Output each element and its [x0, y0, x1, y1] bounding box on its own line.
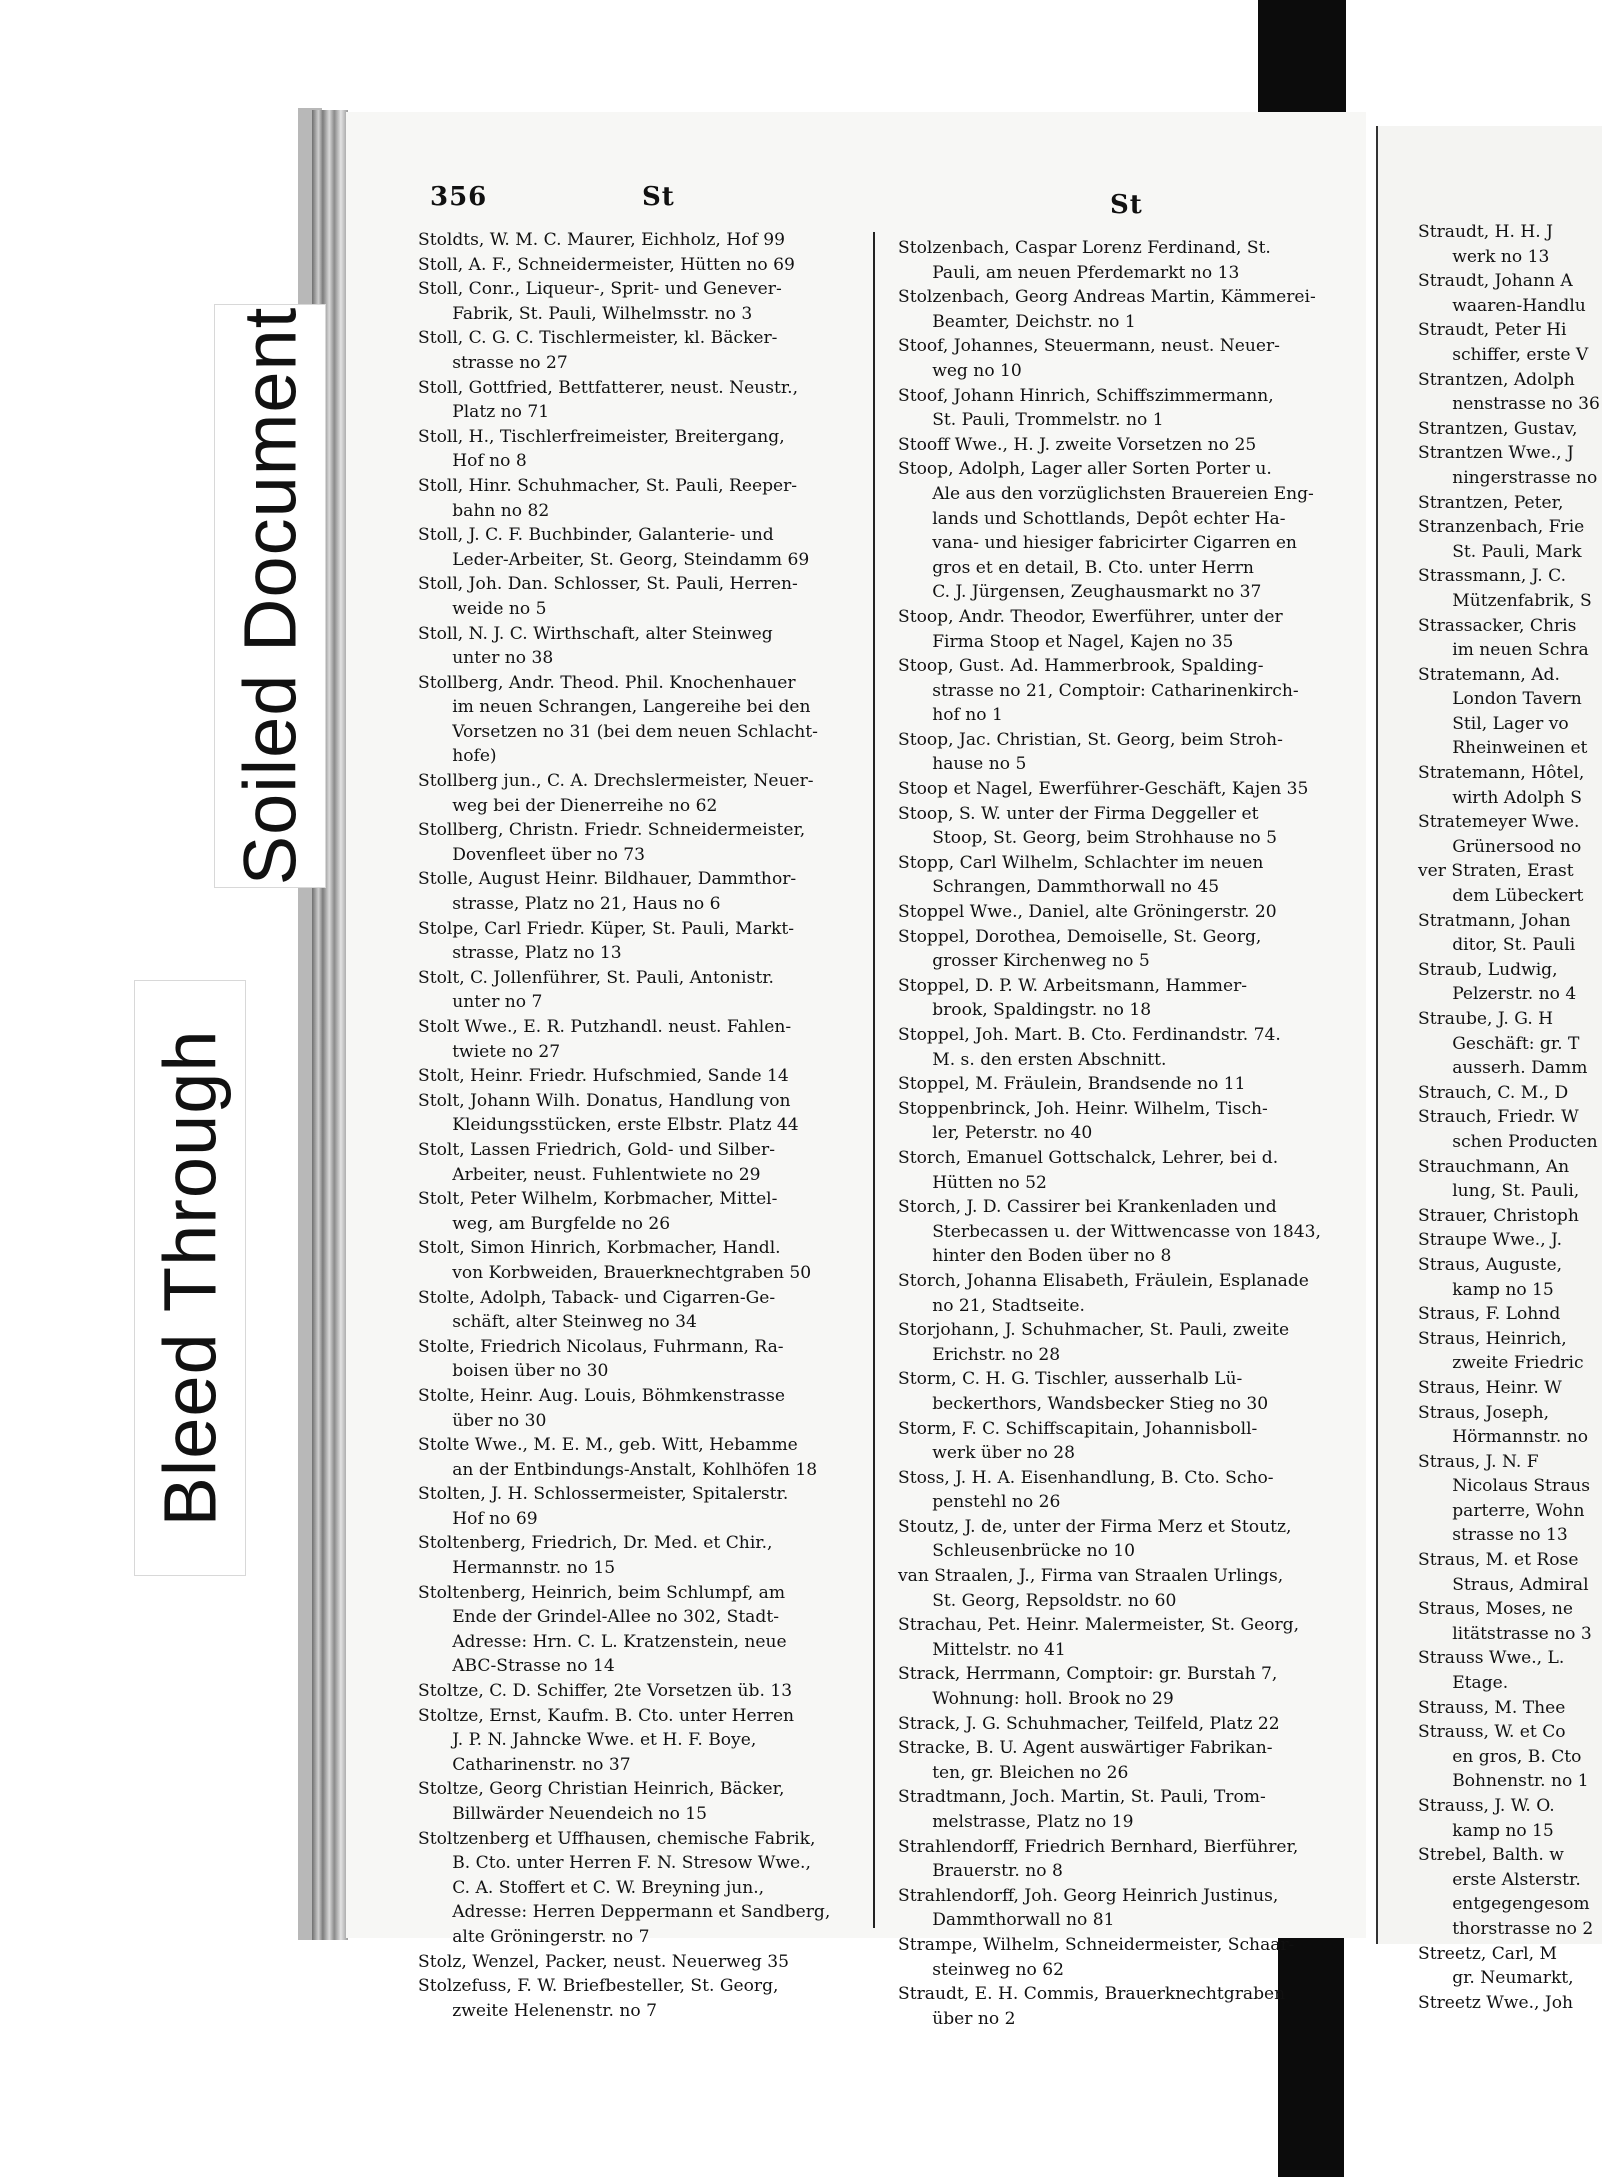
directory-entry-line: Stoll, C. G. C. Tischlermeister, kl. Bäcker- — [418, 328, 778, 349]
directory-entry-line: Dovenfleet über no 73 — [418, 844, 646, 865]
next-page-line: Straube, J. G. H — [1418, 1009, 1554, 1029]
next-page-column — [1418, 220, 1602, 2013]
directory-entry-line: M. s. den ersten Abschnitt. — [898, 1049, 1167, 1070]
next-page-line: schen Producten — [1418, 1131, 1598, 1152]
directory-entry-line: Stollberg, Christn. Friedr. Schneidermeister, — [418, 820, 806, 841]
directory-entry-line: Firma Stoop et Nagel, Kajen no 35 — [898, 631, 1234, 652]
directory-entry-line: Adresse: Herren Deppermann et Sandberg, — [418, 1902, 831, 1923]
next-page-line: Rheinweinen et — [1418, 738, 1588, 759]
directory-entry-line: Storch, J. D. Cassirer bei Krankenladen und — [898, 1197, 1277, 1218]
directory-entry-line: Ale aus den vorzüglichsten Brauereien Eng- — [898, 483, 1314, 504]
next-page-line: Straupe Wwe., J. — [1418, 1230, 1563, 1251]
directory-entry-line: St. Pauli, Trommelstr. no 1 — [898, 410, 1164, 431]
directory-entry-line: Strahlendorff, Friedrich Bernhard, Bierführer, — [898, 1836, 1299, 1857]
directory-entry-line: Stollberg jun., C. A. Drechslermeister, Neuer- — [418, 771, 814, 792]
directory-entry-line: Billwärder Neuendeich no 15 — [418, 1804, 708, 1824]
directory-entry-line: Erichstr. no 28 — [898, 1344, 1061, 1365]
directory-entry-line: über no 2 — [898, 2008, 1016, 2029]
next-page-line: kamp no 15 — [1418, 1820, 1554, 1841]
directory-entry-line: Stolzefuss, F. W. Briefbesteller, St. Georg, — [418, 1976, 779, 1997]
directory-entry-line: penstehl no 26 — [898, 1492, 1061, 1513]
directory-entry-line: Storch, Emanuel Gottschalck, Lehrer, bei d. — [898, 1147, 1279, 1168]
next-page-line: Stratemann, Ad. — [1418, 664, 1560, 685]
directory-entry-line: Stoof, Johannes, Steuermann, neust. Neuer- — [898, 336, 1280, 357]
next-page-line: parterre, Wohn — [1418, 1500, 1585, 1521]
next-page-line: im neuen Schra — [1418, 640, 1589, 661]
next-page-line: kamp no 15 — [1418, 1279, 1554, 1300]
directory-entry-line: unter no 38 — [418, 648, 554, 669]
directory-entry-line: Stolt, Simon Hinrich, Korbmacher, Handl. — [418, 1238, 781, 1259]
next-page-line: strasse no 13 — [1418, 1525, 1568, 1546]
directory-entry-line: Stolz, Wenzel, Packer, neust. Neuerweg 35 — [418, 1951, 789, 1972]
directory-entry-line: werk über no 28 — [898, 1443, 1076, 1464]
next-page-line: Straus, Joseph, — [1418, 1402, 1550, 1423]
next-page-line: en gros, B. Cto — [1418, 1746, 1582, 1767]
next-page-line: St. Pauli, Mark — [1418, 541, 1582, 562]
directory-entry-line: Stoll, A. F., Schneidermeister, Hütten no 69 — [418, 254, 795, 275]
next-page-line: Straus, Heinrich, — [1418, 1328, 1567, 1349]
next-page-line: ver Straten, Erast — [1418, 861, 1574, 882]
next-page-line: Stratemeyer Wwe. — [1418, 812, 1580, 833]
directory-entry-line: ABC-Strasse no 14 — [418, 1656, 615, 1677]
next-page-line: Straus, M. et Rose — [1418, 1550, 1579, 1571]
directory-entry-line: schäft, alter Steinweg no 34 — [418, 1312, 697, 1333]
directory-entry-line: brook, Spaldingstr. no 18 — [898, 1000, 1152, 1021]
next-page-line: Streetz, Carl, M — [1418, 1943, 1558, 1964]
directory-entry-line: Storm, F. C. Schiffscapitain, Johannisboll- — [898, 1418, 1258, 1439]
directory-entry-line: bahn no 82 — [418, 500, 550, 521]
next-page-line: Strantzen, Peter, — [1418, 492, 1564, 513]
directory-entry-line: Stolzenbach, Caspar Lorenz Ferdinand, St. — [898, 238, 1271, 258]
directory-entry-line: Schrangen, Dammthorwall no 45 — [898, 877, 1220, 898]
next-page-line: litätstrasse no 3 — [1418, 1623, 1592, 1644]
directory-entry-line: weide no 5 — [418, 598, 547, 619]
next-page-line: Straus, F. Lohnd — [1418, 1304, 1561, 1325]
directory-entry-line: Beamter, Deichstr. no 1 — [898, 311, 1136, 332]
next-page-line: Straub, Ludwig, — [1418, 959, 1558, 980]
directory-entry-line: Stoll, Joh. Dan. Schlosser, St. Pauli, Herren- — [418, 574, 798, 595]
next-page-line: Strauss, W. et Co — [1418, 1722, 1566, 1743]
directory-entry-line: Strack, J. G. Schuhmacher, Teilfeld, Platz 22 — [898, 1713, 1280, 1734]
directory-entry-line: Stolten, J. H. Schlossermeister, Spitalerstr. — [418, 1484, 789, 1505]
next-page-line: ausserh. Damm — [1418, 1058, 1588, 1079]
directory-entry-line: Kleidungsstücken, erste Elbstr. Platz 44 — [418, 1115, 799, 1136]
next-page-line: Stratmann, Johan — [1418, 910, 1571, 931]
next-page-line: London Tavern — [1418, 689, 1582, 710]
directory-entry-line: Stoss, J. H. A. Eisenhandlung, B. Cto. Scho- — [898, 1467, 1274, 1488]
directory-entry-line: unter no 7 — [418, 992, 543, 1013]
directory-entry-line: zweite Helenenstr. no 7 — [418, 2000, 657, 2021]
directory-entry-line: Adresse: Hrn. C. L. Kratzenstein, neue — [418, 1631, 787, 1652]
next-page-line: Straudt, Peter Hi — [1418, 320, 1567, 341]
directory-entry-line: vana- und hiesiger fabricirter Cigarren en — [898, 533, 1297, 554]
directory-entry-line: Leder-Arbeiter, St. Georg, Steindamm 69 — [418, 549, 810, 570]
next-page-line: ningerstrasse no — [1418, 467, 1598, 488]
directory-entry-line: hofe) — [418, 746, 497, 767]
directory-entry-line: Stolte, Adolph, Taback- und Cigarren-Ge- — [418, 1287, 776, 1308]
directory-entry-line: Stoll, H., Tischlerfreimeister, Breitergang, — [418, 426, 785, 447]
bleed-through-label — [134, 980, 246, 1576]
directory-entry-line: hause no 5 — [898, 754, 1027, 775]
next-page-line: Stil, Lager vo — [1418, 713, 1569, 734]
directory-page — [346, 112, 1366, 2029]
next-page-line: gr. Neumarkt, — [1418, 1968, 1574, 1989]
directory-entry-line: Stoll, Gottfried, Bettfatterer, neust. Neustr., — [418, 377, 799, 398]
next-page-line: Strauss, J. W. O. — [1418, 1796, 1555, 1816]
directory-entry-line: Schleusenbrücke no 10 — [898, 1541, 1136, 1562]
directory-entry-line: alte Gröningerstr. no 7 — [418, 1926, 650, 1947]
directory-entry-line: C. J. Jürgensen, Zeughausmarkt no 37 — [898, 582, 1262, 603]
directory-entry-line: Strampe, Wilhelm, Schneidermeister, Schaar- — [898, 1934, 1295, 1955]
directory-entry-line: Ende der Grindel-Allee no 302, Stadt- — [418, 1607, 779, 1628]
directory-entry-line: Stolte, Friedrich Nicolaus, Fuhrmann, Ra- — [418, 1336, 784, 1357]
left-running-head: St — [642, 182, 675, 212]
directory-entry-line: Stracke, B. U. Agent auswärtiger Fabrikan- — [898, 1738, 1273, 1759]
next-page-line: Strantzen, Adolph — [1418, 369, 1575, 390]
directory-entry-line: weg, am Burgfelde no 26 — [418, 1213, 671, 1234]
soiled-document-label — [214, 304, 326, 888]
next-page-line: Streetz Wwe., Joh — [1418, 1992, 1574, 2013]
directory-entry-line: B. Cto. unter Herren F. N. Stresow Wwe., — [418, 1853, 811, 1874]
directory-entry-line: strasse no 21, Comptoir: Catharinenkirch- — [898, 680, 1299, 701]
directory-entry-line: melstrasse, Platz no 19 — [898, 1812, 1134, 1832]
directory-entry-line: strasse no 27 — [418, 352, 568, 373]
directory-entry-line: hof no 1 — [898, 705, 1003, 726]
next-page-line: Hörmannstr. no — [1418, 1427, 1589, 1448]
page-number: 356 — [430, 182, 488, 212]
right-column — [898, 236, 1360, 2029]
directory-entry-line: Stolte Wwe., M. E. M., geb. Witt, Hebamme — [418, 1435, 798, 1456]
directory-entry-line: Stoltzenberg et Uffhausen, chemische Fabrik, — [418, 1828, 816, 1849]
directory-entry-line: Stradtmann, Joch. Martin, St. Pauli, Trom- — [898, 1787, 1266, 1808]
directory-entry-line: Stoop, Gust. Ad. Hammerbrook, Spalding- — [898, 656, 1264, 677]
directory-entry-line: Stoop, St. Georg, beim Strohhause no 5 — [898, 828, 1278, 849]
directory-entry-line: Stoltenberg, Heinrich, beim Schlumpf, am — [418, 1582, 786, 1603]
directory-entry-line: no 21, Stadtseite. — [898, 1295, 1085, 1316]
next-page-line: Mützenfabrik, S — [1418, 590, 1592, 611]
directory-entry-line: boisen über no 30 — [418, 1361, 609, 1382]
next-page-line: Strassacker, Chris — [1418, 615, 1577, 636]
next-page-line: ditor, St. Pauli — [1418, 935, 1576, 956]
directory-entry-line: Dammthorwall no 81 — [898, 1910, 1115, 1931]
directory-entry-line: Stolt, Johann Wilh. Donatus, Handlung von — [418, 1090, 791, 1111]
next-page-line: nenstrasse no 36 — [1418, 394, 1600, 415]
directory-entry-line: an der Entbindungs-Anstalt, Kohlhöfen 18 — [418, 1459, 818, 1480]
directory-entry-line: Stoppenbrinck, Joh. Heinr. Wilhelm, Tisch- — [898, 1098, 1268, 1119]
directory-entry-line: Platz no 71 — [418, 402, 550, 423]
directory-entry-line: weg bei der Dienerreihe no 62 — [418, 795, 718, 816]
directory-entry-line: Stoof, Johann Hinrich, Schiffszimmermann, — [898, 385, 1274, 406]
directory-entry-line: Hütten no 52 — [898, 1172, 1047, 1193]
next-page-line: entgegengesom — [1418, 1894, 1590, 1915]
directory-entry-line: Stoop, Adolph, Lager aller Sorten Porter u. — [898, 459, 1272, 480]
directory-entry-line: Stoppel, Joh. Mart. B. Cto. Ferdinandstr. 74. — [898, 1025, 1281, 1045]
next-page-line: Strauch, Friedr. W — [1418, 1107, 1579, 1128]
directory-entry-line: C. A. Stoffert et C. W. Breyning jun., — [418, 1877, 765, 1898]
directory-entry-line: twiete no 27 — [418, 1041, 561, 1062]
directory-entry-line: Stolt Wwe., E. R. Putzhandl. neust. Fahlen- — [418, 1017, 792, 1037]
next-page-line: Strauss, M. Thee — [1418, 1697, 1566, 1718]
directory-entry-line: van Straalen, J., Firma van Straalen Urlings, — [898, 1566, 1284, 1587]
directory-entry-line: Mittelstr. no 41 — [898, 1639, 1066, 1660]
directory-entry-line: Fabrik, St. Pauli, Wilhelmsstr. no 3 — [418, 303, 753, 324]
directory-entry-line: Straudt, E. H. Commis, Brauerknechtgraben — [898, 1984, 1286, 2005]
directory-entry-line: Hermannstr. no 15 — [418, 1558, 616, 1579]
directory-entry-line: grosser Kirchenweg no 5 — [898, 951, 1150, 972]
next-page-line: thorstrasse no 2 — [1418, 1918, 1594, 1939]
column-divider — [873, 232, 875, 1928]
directory-entry-line: Stoll, J. C. F. Buchbinder, Galanterie- und — [418, 525, 774, 546]
next-page-line: Pelzerstr. no 4 — [1418, 984, 1577, 1005]
directory-entry-line: Stoltze, Ernst, Kaufm. B. Cto. unter Herren — [418, 1705, 795, 1726]
directory-entry-line: Arbeiter, neust. Fuhlentwiete no 29 — [418, 1164, 761, 1185]
directory-entry-line: Stoop, Andr. Theodor, Ewerführer, unter der — [898, 606, 1283, 627]
next-page-line: Straus, Heinr. W — [1418, 1377, 1562, 1398]
directory-entry-line: Stoppel, D. P. W. Arbeitsmann, Hammer- — [898, 975, 1248, 996]
next-page-line: lung, St. Pauli, — [1418, 1181, 1580, 1202]
directory-entry-line: von Korbweiden, Brauerknechtgraben 50 — [418, 1262, 812, 1283]
directory-entry-line: Stolt, C. Jollenführer, St. Pauli, Antonistr. — [418, 967, 774, 988]
directory-entry-line: ten, gr. Bleichen no 26 — [898, 1762, 1129, 1783]
scanner-black-strip-top — [1258, 0, 1346, 122]
directory-entry-line: strasse, Platz no 21, Haus no 6 — [418, 894, 721, 915]
directory-entry-line: lands und Schottlands, Depôt echter Ha- — [898, 508, 1286, 529]
directory-entry-line: steinweg no 62 — [898, 1959, 1065, 1980]
directory-entry-line: strasse, Platz no 13 — [418, 943, 622, 964]
next-page-line: Grünersood no — [1418, 836, 1582, 857]
directory-entry-line: Vorsetzen no 31 (bei dem neuen Schlacht- — [418, 721, 818, 742]
next-page-fragment — [1376, 126, 1602, 2013]
directory-entry-line: Stoutz, J. de, unter der Firma Merz et Stoutz, — [898, 1516, 1292, 1537]
next-page-line: Straudt, H. H. J — [1418, 222, 1554, 242]
directory-entry-line: Strack, Herrmann, Comptoir: gr. Burstah 7, — [898, 1664, 1278, 1685]
directory-entry-line: Stooff Wwe., H. J. zweite Vorsetzen no 25 — [898, 434, 1257, 455]
directory-entry-line: ler, Peterstr. no 40 — [898, 1123, 1093, 1144]
next-page-line: Stranzenbach, Frie — [1418, 517, 1585, 538]
next-page-line: Bohnenstr. no 1 — [1418, 1771, 1589, 1792]
directory-entry-line: beckerthors, Wandsbecker Stieg no 30 — [898, 1393, 1269, 1414]
directory-entry-line: Stoppel, M. Fräulein, Brandsende no 11 — [898, 1074, 1246, 1095]
directory-entry-line: Stopp, Carl Wilhelm, Schlachter im neuen — [898, 852, 1264, 873]
next-page-line: Strantzen Wwe., J — [1418, 443, 1574, 464]
next-page-line: werk no 13 — [1418, 246, 1550, 267]
directory-entry-line: Catharinenstr. no 37 — [418, 1754, 631, 1775]
bleed-through-text: Bleed Through — [148, 1029, 232, 1527]
directory-entry-line: Stolt, Heinr. Friedr. Hufschmied, Sande 14 — [418, 1066, 789, 1087]
directory-entry-line: Stoll, Hinr. Schuhmacher, St. Pauli, Reeper- — [418, 475, 798, 496]
directory-entry-line: Stoldts, W. M. C. Maurer, Eichholz, Hof 99 — [418, 230, 785, 250]
directory-entry-line: im neuen Schrangen, Langereihe bei den — [418, 697, 811, 718]
directory-entry-line: Stoltenberg, Friedrich, Dr. Med. et Chir., — [418, 1533, 773, 1554]
directory-entry-line: Storm, C. H. G. Tischler, ausserhalb Lü- — [898, 1369, 1243, 1390]
next-page-line: Straus, Admiral — [1418, 1574, 1589, 1595]
directory-entry-line: Hof no 69 — [418, 1508, 538, 1529]
directory-entry-line: Stollberg, Andr. Theod. Phil. Knochenhauer — [418, 672, 796, 693]
next-page-line: Strassmann, J. C. — [1418, 566, 1567, 587]
directory-entry-line: Storjohann, J. Schuhmacher, St. Pauli, zweite — [898, 1320, 1290, 1341]
next-page-line: Geschäft: gr. T — [1418, 1033, 1580, 1054]
directory-entry-line: Pauli, am neuen Pferdemarkt no 13 — [898, 262, 1240, 283]
directory-entry-line: Stolpe, Carl Friedr. Küper, St. Pauli, Markt- — [418, 918, 794, 939]
directory-entry-line: Stoppel, Dorothea, Demoiselle, St. Georg, — [898, 926, 1262, 947]
next-page-line: Strauchmann, An — [1418, 1156, 1570, 1177]
next-page-line: Stratemann, Hôtel, — [1418, 763, 1585, 784]
next-page-line: Strauss Wwe., L. — [1418, 1648, 1565, 1669]
directory-entry-line: gros et en detail, B. Cto. unter Herrn — [898, 557, 1254, 578]
directory-entry-line: Strachau, Pet. Heinr. Malermeister, St. Georg, — [898, 1615, 1300, 1636]
directory-entry-line: Strahlendorff, Joh. Georg Heinrich Justinus, — [898, 1885, 1279, 1906]
directory-entry-line: Stolte, Heinr. Aug. Louis, Böhmkenstrasse — [418, 1385, 785, 1406]
directory-entry-line: Wohnung: holl. Brook no 29 — [898, 1689, 1174, 1710]
directory-entry-line: Stoop et Nagel, Ewerführer-Geschäft, Kajen 35 — [898, 779, 1309, 800]
directory-entry-line: Stolt, Peter Wilhelm, Korbmacher, Mittel- — [418, 1189, 778, 1210]
next-page-line: Straus, J. N. F — [1418, 1451, 1539, 1472]
next-page-line: Straudt, Johann A — [1418, 271, 1573, 292]
directory-entry-line: Stolle, August Heinr. Bildhauer, Dammthor- — [418, 869, 797, 890]
directory-entry-line: J. P. N. Jahncke Wwe. et H. F. Boye, — [418, 1730, 757, 1751]
next-page-line: Strauch, C. M., D — [1418, 1082, 1569, 1103]
next-page-line: Straus, Moses, ne — [1418, 1599, 1574, 1620]
next-page-line: Strantzen, Gustav, — [1418, 418, 1578, 439]
next-page-line: erste Alsterstr. — [1418, 1869, 1581, 1890]
next-page-line: Strebel, Balth. w — [1418, 1845, 1564, 1866]
next-page-line: zweite Friedric — [1418, 1353, 1584, 1374]
next-page-line: Nicolaus Straus — [1418, 1476, 1591, 1497]
right-running-head: St — [1110, 190, 1143, 220]
directory-entry-line: Stoop, S. W. unter der Firma Deggeller et — [898, 803, 1259, 824]
directory-entry-line: Stoop, Jac. Christian, St. Georg, beim Stroh- — [898, 729, 1283, 750]
directory-entry-line: Stoltze, Georg Christian Heinrich, Bäcker, — [418, 1779, 785, 1800]
directory-entry-line: über no 30 — [418, 1410, 547, 1431]
directory-entry-line: Brauerstr. no 8 — [898, 1861, 1063, 1882]
directory-entry-line: Sterbecassen u. der Wittwencasse von 1843, — [898, 1221, 1321, 1242]
directory-entry-line: Stoll, Conr., Liqueur-, Sprit- und Genever- — [418, 279, 782, 300]
left-column — [418, 228, 964, 2021]
directory-entry-line: Stolt, Lassen Friedrich, Gold- und Silber- — [418, 1139, 775, 1160]
directory-entry-line: Stolzenbach, Georg Andreas Martin, Kämmerei- — [898, 287, 1316, 308]
directory-entry-line: hinter den Boden über no 8 — [898, 1246, 1172, 1267]
directory-entry-line: weg no 10 — [898, 360, 1022, 381]
next-page-line: Strauer, Christoph — [1418, 1205, 1579, 1226]
next-page-line: Etage. — [1418, 1673, 1509, 1694]
next-page-line: dem Lübeckert — [1418, 886, 1584, 907]
next-page-line: wirth Adolph S — [1418, 787, 1582, 808]
directory-entry-line: Stoltze, C. D. Schiffer, 2te Vorsetzen üb. 13 — [418, 1681, 793, 1702]
directory-entry-line: Hof no 8 — [418, 451, 527, 472]
next-page-line: schiffer, erste V — [1418, 344, 1589, 365]
directory-entry-line: Stoppel Wwe., Daniel, alte Gröningerstr. 20 — [898, 902, 1277, 923]
soiled-document-text: Soiled Document — [228, 306, 312, 886]
directory-entry-line: Stoll, N. J. C. Wirthschaft, alter Steinweg — [418, 623, 773, 644]
next-page-line: Straus, Auguste, — [1418, 1254, 1563, 1275]
directory-entry-line: Storch, Johanna Elisabeth, Fräulein, Esplanade — [898, 1270, 1309, 1291]
next-page-line: waaren-Handlu — [1418, 295, 1586, 316]
directory-entry-line: St. Georg, Repsoldstr. no 60 — [898, 1590, 1177, 1611]
